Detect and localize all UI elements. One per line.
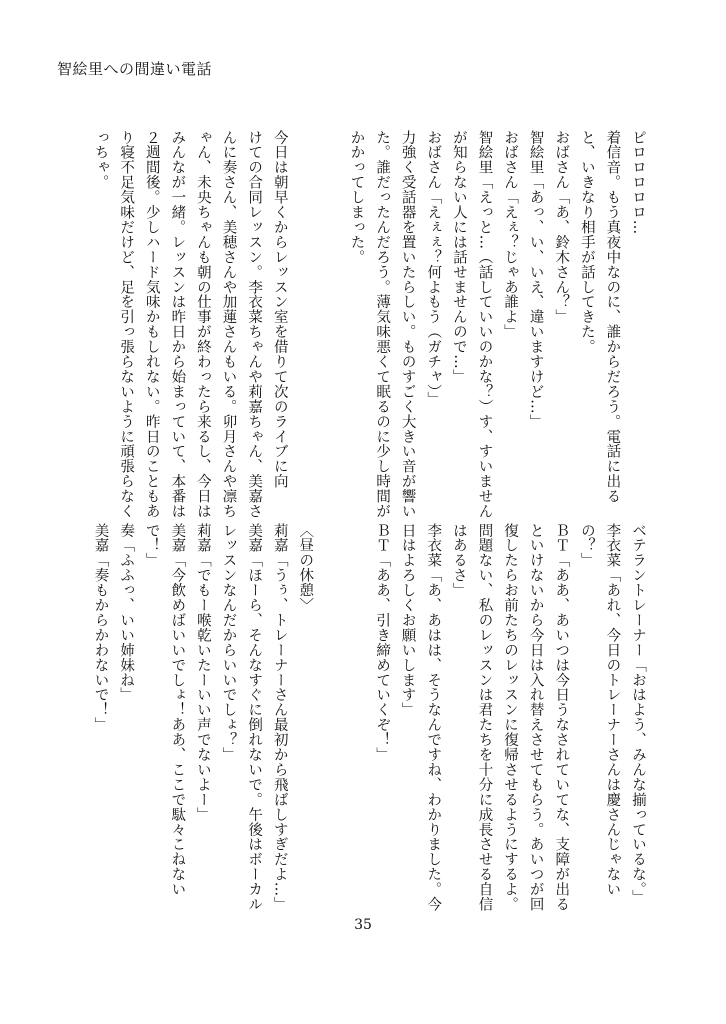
text-line: 力強く受話器を置いたらしい。ものすごく大きい音が響い: [399, 130, 416, 519]
text-line: 着信音。もう真夜中なのに、誰からだろう。電話に出る: [604, 130, 621, 504]
lower-text-block: [87, 523, 650, 912]
blank-line: [317, 523, 343, 524]
text-line: 莉嘉「でもー喉乾いたーいい声でないよー」: [194, 523, 211, 822]
text-line: 今日は朝早くからレッスン室を借りて次のライブに向: [271, 130, 288, 489]
text-line: で！」: [143, 523, 160, 568]
text-line: っちゃ。: [92, 130, 109, 190]
text-line: んに奏さん、美穂さんや加蓮さんもいる。卯月さんや凛ち: [220, 130, 237, 519]
text-line: た。誰だったんだろう。薄気味悪くて眠るのに少し時間が: [374, 130, 391, 519]
text-line: かかってしまった。: [348, 130, 365, 265]
text-line: 日はよろしくお願いします」: [399, 523, 416, 718]
text-line: ベテラントレーナー「おはよう、みんな揃っているな。」: [630, 523, 646, 905]
text-line: 美嘉「奏もからかわないで！」: [92, 523, 109, 733]
text-line: 智絵里「えっと…（話していいのかな？）す、すいません: [476, 130, 493, 519]
upper-text-block: [87, 130, 650, 519]
text-line: ＢＴ「ああ、引き締めていくぞ！」: [374, 523, 391, 763]
text-line: 智絵里「あっ、い、いえ、違いますけど…」: [527, 130, 544, 429]
text-line: おばさん「えぇ？じゃあ誰よ」: [502, 130, 519, 340]
text-line: みんなが一緒。レッスンは昨日から始まっていて、本番は: [169, 130, 186, 519]
text-line: 復したらお前たちのレッスンに復帰させるようにするよ。: [502, 523, 519, 912]
text-line: けての合同レッスン。李衣菜ちゃんや莉嘉ちゃん、美嘉さ: [246, 130, 263, 519]
text-line: レッスンなんだからいいでしょ？」: [220, 523, 237, 763]
running-header: 智絵里への間違い電話: [57, 60, 213, 78]
text-line: ピロロロロロ…: [630, 130, 646, 235]
text-line: 〈昼の休憩〉: [297, 523, 314, 613]
text-line: の？」: [578, 523, 595, 568]
text-line: 莉嘉「うぅ、トレーナーさん最初から飛ばしすぎだよ…」: [271, 523, 288, 912]
text-line: といけないから今日は入れ替えさせてもらう。あいつが回: [527, 523, 544, 912]
text-line: おばさん「えぇぇ？何よもう（ガチャ）」: [425, 130, 442, 407]
text-line: ゃん、未央ちゃんも朝の仕事が終わったら来るし、今日は: [194, 130, 211, 519]
text-line: 李衣菜「あれ、今日のトレーナーさんは慶さんじゃない: [604, 523, 621, 897]
text-line: と、いきなり相手が話してきた。: [578, 130, 595, 355]
text-line: 李衣菜「あ、あはは、そうなんですね、わかりました。今: [425, 523, 442, 912]
text-line: 問題ない、私のレッスンは君たちを十分に成長させる自信: [476, 523, 493, 912]
text-line: が知らない人には話せませんので…」: [450, 130, 467, 385]
blank-line: [317, 130, 343, 131]
text-line: おばさん「あ、鈴木さん？」: [553, 130, 570, 325]
text-line: ＢＴ「ああ、あいつは今日うなされていてな、支障が出る: [553, 523, 570, 912]
page-number: 35: [354, 917, 372, 933]
text-line: 奏「ふふっ、いい姉妹ね」: [118, 523, 135, 703]
text-line: 美嘉「ほーら、そんなすぐに倒れないで。午後はボーカル: [246, 523, 263, 912]
text-line: はあるさ」: [450, 523, 467, 598]
text-line: 美嘉「今飲めばいいでしょ！ああ、ここで駄々こねない: [169, 523, 186, 897]
text-line: ２週間後。少しハード気味かもしれない。昨日のこともあ: [143, 130, 160, 519]
text-line: り寝不足気味だけど、足を引っ張らないように頑張らなく: [118, 130, 135, 519]
blank-line: [343, 523, 369, 524]
blank-line: [292, 130, 318, 131]
